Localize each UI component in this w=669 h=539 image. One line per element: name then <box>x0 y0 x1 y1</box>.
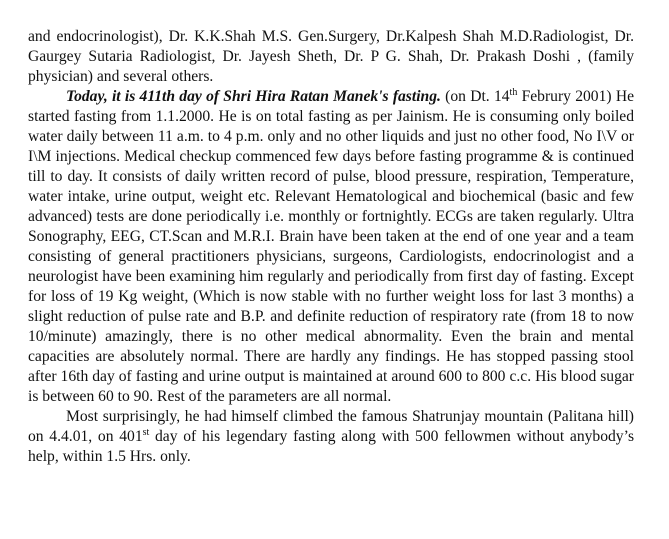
date-prefix: (on Dt. 14 <box>440 88 510 105</box>
paragraph-mountain-climb <box>28 407 634 467</box>
date-superscript: th <box>509 86 518 98</box>
fasting-headline: Today, it is 411th day of Shri Hira Ratan Manek's fasting. <box>66 88 441 105</box>
paragraph-fasting-report <box>28 87 634 407</box>
paragraph-continuation <box>28 27 634 87</box>
paragraph-3-prefix: Most surprisingly, he had himself climbed the famous Shatrunjay mountain (Palitana hill) on 4.4.01, on 401 <box>28 408 634 445</box>
paragraph-1-text: and endocrinologist), Dr. K.K.Shah M.S. Gen.Surgery, Dr.Kalpesh Shah M.D.Radiologist, Dr. Gaurgey Sutaria Radiologist, Dr. Jayesh Sheth, Dr. P G. Shah, Dr. Prakash Doshi , (family physician) and several others. <box>28 28 634 85</box>
paragraph-3-suffix: day of his legendary fasting along with 500 fellowmen without anybody’s help, within 1.5 Hrs. only. <box>28 428 635 465</box>
day-superscript: st <box>142 426 150 438</box>
paragraph-2-body: Februry 2001) He started fasting from 1.1.2000. He is on total fasting as per Jainism. He is consuming only boiled water daily between 11 a.m. to 4 p.m. only and no other liquids and just no other food, No I\V or I\M injections. Medical checkup commenced few days before fasting programme & is continued till to day. It consists of daily written record of pulse, blood pressure, respiration, Temperature, water intake, urine output, weight etc. Relevant Hematological and biochemical (basic and few advanced) tests are done periodically i.e. monthly or fortnightly. ECGs are taken regularly. Ultra Sonography, EEG, CT.Scan and M.R.I. Brain have been taken at the end of one year and a team consisting of general practitioners physicians, surgeons, Cardiologists, endocrinologist and a neurologist have been examining him regularly and periodically from first day of fasting. Except for loss of 19 Kg weight, (Which is now stable with no further weight loss for last 3 months) a slight reduction of pulse rate and B.P. and definite reduction of respiratory rate (from 18 to now 10/minute) amazingly, there is no other medical abnormality. Even the brain and mental capacities are absolutely normal. There are hardly any findings. He has stopped passing stool after 16th day of fasting and urine output is maintained at around 600 to 800 c.c. His blood sugar is between 60 to 90. Rest of the parameters are all normal. <box>28 88 634 405</box>
document-page <box>28 27 634 467</box>
